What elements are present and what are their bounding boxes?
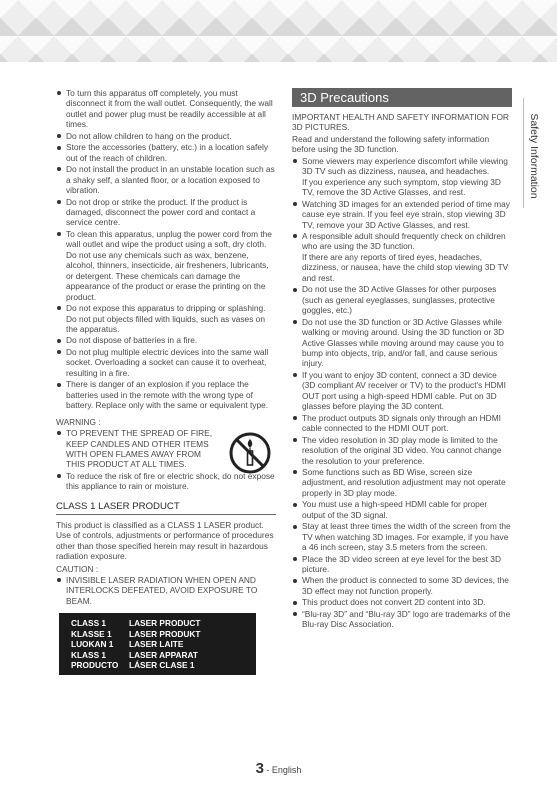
list-item: To turn this apparatus off completely, you must disconnect it from the wall outlet. Consequently, the wall outlet and power plug must be readily accessible at all times. bbox=[56, 88, 276, 130]
list-item: To reduce the risk of fire or electric shock, do not expose this appliance to rain or moisture. bbox=[56, 471, 276, 492]
intro-text: Read and understand the following safety information before using the 3D function. bbox=[292, 133, 490, 155]
list-item: You must use a high-speed HDMI cable for proper output of the 3D signal. bbox=[292, 499, 512, 520]
laser-product-cell: LÁSER CLASE 1 bbox=[129, 660, 195, 671]
decorative-header-band bbox=[0, 0, 557, 62]
list-item: Watching 3D images for an extended period of time may cause eye strain. If you feel eye strain, stop viewing 3D TV, remove your 3D Active Glasses, and rest. bbox=[292, 199, 512, 230]
side-tab-divider bbox=[523, 98, 524, 208]
list-item: There is danger of an explosion if you replace the batteries used in the remote with the wrong type of battery. Replace only with the same or equivalent type. bbox=[56, 379, 276, 410]
laser-label-row bbox=[71, 639, 256, 649]
list-item: Do not drop or strike the product. If the product is damaged, disconnect the power cord and contact a service centre. bbox=[56, 197, 276, 228]
laser-class-cell: KLASS 1 bbox=[71, 649, 107, 660]
list-item: The product outputs 3D signals only through an HDMI cable connected to the HDMI OUT port. bbox=[292, 413, 512, 434]
list-item: TO PREVENT THE SPREAD OF FIRE, KEEP CANDLES AND OTHER ITEMS WITH OPEN FLAMES AWAY FROM THIS PRODUCT AT ALL TIMES. bbox=[56, 428, 276, 470]
list-item: INVISIBLE LASER RADIATION WHEN OPEN AND INTERLOCKS DEFEATED, AVOID EXPOSURE TO BEAM. bbox=[56, 575, 276, 606]
list-item: When the product is connected to some 3D devices, the 3D effect may not function properly. bbox=[292, 575, 512, 596]
laser-class-cell: KLASSE 1 bbox=[71, 628, 112, 639]
list-item: Do not use the 3D Active Glasses for other purposes (such as general eyeglasses, sunglasses, protective goggles, etc.) bbox=[292, 284, 512, 315]
3d-precautions-list bbox=[292, 156, 512, 630]
laser-label-box bbox=[59, 613, 256, 675]
left-column bbox=[56, 88, 276, 675]
list-item: Some viewers may experience discomfort while viewing 3D TV such as dizziness, nausea, and headaches. If you experience any such symptom, stop viewing 3D TV, remove the 3D Active Glasses, and rest. bbox=[292, 156, 512, 198]
right-column bbox=[292, 88, 512, 631]
no-open-flame-icon bbox=[228, 431, 272, 475]
laser-label-row bbox=[71, 618, 256, 628]
list-item: Do not install the product in an unstable location such as a shaky self, a slanted floor, or a location exposed to vibration. bbox=[56, 164, 276, 195]
laser-label-row bbox=[71, 650, 256, 660]
list-item: Do not use the 3D function or 3D Active Glasses while walking or moving around. Using the 3D function or 3D Active Glasses while moving around may cause you to bump into objects, trip, and/or fall, and cause serious injury. bbox=[292, 317, 512, 369]
laser-class-cell: LUOKAN 1 bbox=[71, 639, 114, 650]
list-item: Do not dispose of batteries in a fire. bbox=[56, 335, 276, 345]
class1-text: This product is classified as a CLASS 1 LASER product. Use of controls, adjustments or performance of procedures other than those specified herein may result in hazardous radiation exposure. bbox=[56, 519, 274, 562]
laser-product-cell: LASER APPARAT bbox=[129, 649, 198, 660]
list-item: The video resolution in 3D play mode is limited to the resolution of the original 3D video. You cannot change the resolution to your preference. bbox=[292, 435, 512, 466]
caution-label: CAUTION : bbox=[56, 563, 99, 574]
page-footer bbox=[0, 760, 557, 777]
laser-product-cell: LASER LAITE bbox=[129, 639, 184, 650]
list-item: Store the accessories (battery, etc.) in a location safely out of the reach of children. bbox=[56, 142, 276, 163]
laser-product-cell: LASER PRODUCT bbox=[129, 618, 201, 629]
safety-list bbox=[56, 88, 276, 411]
page-number: 3 bbox=[255, 760, 264, 777]
page-language: - English bbox=[266, 765, 302, 775]
warning-section bbox=[56, 428, 276, 492]
list-item: This product does not convert 2D content into 3D. bbox=[292, 597, 512, 607]
side-tab bbox=[527, 108, 541, 204]
side-tab-label: Safety Information bbox=[528, 113, 540, 199]
list-item: If you want to enjoy 3D content, connect a 3D device (3D compliant AV receiver or TV) to the product's HDMI OUT port using a high-speed HDMI cable. Put on 3D glasses before playing the 3D content. bbox=[292, 370, 512, 412]
intro-caps: IMPORTANT HEALTH AND SAFETY INFORMATION FOR 3D PICTURES. bbox=[292, 112, 509, 133]
warning-label: WARNING : bbox=[56, 416, 101, 427]
section-banner-title: 3D Precautions bbox=[292, 88, 512, 107]
laser-product-cell: LASER PRODUKT bbox=[129, 628, 201, 639]
list-item: “Blu-ray 3D” and “Blu-ray 3D” logo are trademarks of the Blu-ray Disc Association. bbox=[292, 609, 512, 630]
list-item: Do not plug multiple electric devices into the same wall socket. Overloading a socket can cause it to overheat, resulting in a fire. bbox=[56, 347, 276, 378]
laser-class-cell: CLASS 1 bbox=[71, 618, 107, 629]
laser-class-cell: PRODUCTO bbox=[71, 660, 119, 671]
class1-heading: CLASS 1 LASER PRODUCT bbox=[56, 501, 276, 515]
laser-label-row bbox=[71, 629, 256, 639]
list-item: Some functions such as BD Wise, screen size adjustment, and resolution adjustment may not operate properly in 3D play mode. bbox=[292, 467, 512, 498]
laser-label-row bbox=[71, 660, 256, 670]
list-item: Do not expose this apparatus to dripping or splashing. Do not put objects filled with liquids, such as vases on the apparatus. bbox=[56, 303, 276, 334]
list-item: To clean this apparatus, unplug the power cord from the wall outlet and wipe the product using a soft, dry cloth. Do not use any chemicals such as wax, benzene, alcohol, thinners, insecticide, air fresheners, lubricants, or detergent. These chemicals can damage the appearance of the product or erase the printing on the product. bbox=[56, 229, 276, 302]
list-item: Place the 3D video screen at eye level for the best 3D picture. bbox=[292, 554, 512, 575]
caution-list bbox=[56, 575, 276, 606]
list-item: A responsible adult should frequently check on children who are using the 3D function. If there are any reports of tired eyes, headaches, dizziness, or nausea, have the child stop viewing 3D TV and rest. bbox=[292, 231, 512, 283]
list-item: Stay at least three times the width of the screen from the TV when watching 3D images. For example, if you have a 46 inch screen, stay 3.5 meters from the screen. bbox=[292, 521, 512, 552]
list-item: Do not allow children to hang on the product. bbox=[56, 131, 276, 141]
